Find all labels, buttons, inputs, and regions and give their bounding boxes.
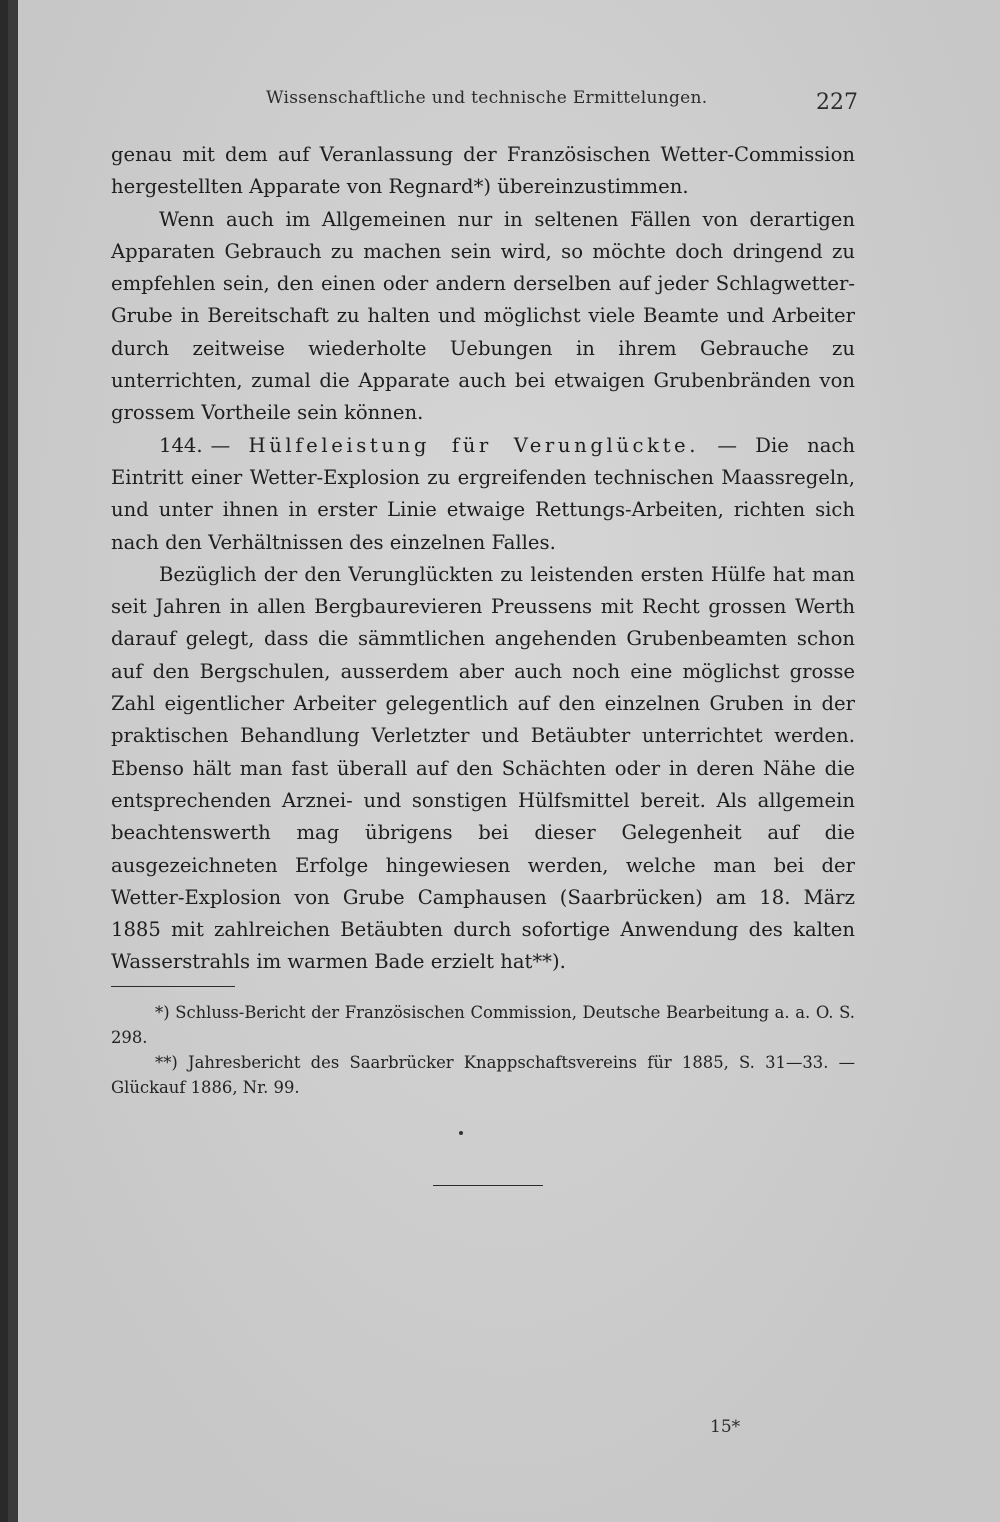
footnote-2-marker: **) [155,1053,178,1072]
section-dash-1: — [210,433,231,457]
footnote-rule [111,986,235,987]
page-number: 227 [816,90,858,115]
paragraph-first-aid: Bezüglich der den Verunglückten zu leistenden ersten Hülfe hat man seit Jahren in allen Bergbaurevieren Preussens mit Recht grossen Werth darauf gelegt, dass die sämmtlichen angehenden Grubenbeamten schon auf den Bergschulen, ausserdem aber auch noch eine möglichst grosse Zahl eigentlicher Arbeiter gelegentlich auf den einzelnen Gruben in der praktischen Behandlung Verletzter und Betäubter unterrichtet werden. Ebenso hält man fast überall auf den Schächten oder in deren Nähe die entsprechenden Arznei- und sonstigen Hülfsmittel bereit. Als allgemein beachtenswerth mag übrigens bei dieser Gelegenheit auf die ausgezeichneten Erfolge hingewiesen werden, welche man bei der Wetter-Explosion von Grube Camphausen (Saarbrücken) am 18. März 1885 mit zahlreichen Betäubten durch sofortige Anwendung des kalten Wasserstrahls im warmen Bade erzielt hat**). [111,562,855,974]
book-page [8,0,1000,1522]
main-text [111,139,855,979]
section-144 [111,430,855,559]
footnote-2-text: Jahresbericht des Saarbrücker Knappschaftsvereins für 1885, S. 31—33. — Glückauf 1886, Nr. 99. [111,1053,856,1097]
end-rule [433,1185,543,1186]
page-edge [8,0,18,1522]
section-number: 144. [159,433,203,457]
signature-mark: 15* [710,1417,741,1437]
footnote-1 [111,1000,855,1050]
footnotes [111,1000,855,1100]
footnote-2 [111,1050,855,1100]
ink-dot [459,1131,463,1135]
running-title: Wissenschaftliche und technische Ermittelungen. [266,88,708,108]
footnote-1-marker: *) [155,1003,170,1022]
paragraph-continuation: genau mit dem auf Veranlassung der Französischen Wetter-Commission hergestellten Apparate von Regnard*) übereinzustimmen. [111,143,855,199]
section-dash-2: — [717,433,737,457]
paragraph-apparatus: Wenn auch im Allgemeinen nur in seltenen Fällen von derartigen Apparaten Gebrauch zu machen sein wird, so möchte doch dringend zu empfehlen sein, den einen oder andern derselben auf jeder Schlagwetter-Grube in Bereitschaft zu halten und möglichst viele Beamte und Arbeiter durch zeitweise wiederholte Uebungen in ihrem Gebrauche zu unterrichten, zumal die Apparate auch bei etwaigen Grubenbränden von grossem Vortheile sein können. [111,207,855,425]
footnote-1-text: Schluss-Bericht der Französischen Commission, Deutsche Bearbeitung a. a. O. S. 298. [111,1003,855,1047]
section-heading: Hülfeleistung für Verunglückte. [248,433,700,457]
section-text: Die nach Eintritt einer Wetter-Explosion zu ergreifenden technischen Maassregeln, und unter ihnen in erster Linie etwaige Rettungs-Arbeiten, richten sich nach den Verhältnissen des einzelnen Falles. [111,433,855,554]
